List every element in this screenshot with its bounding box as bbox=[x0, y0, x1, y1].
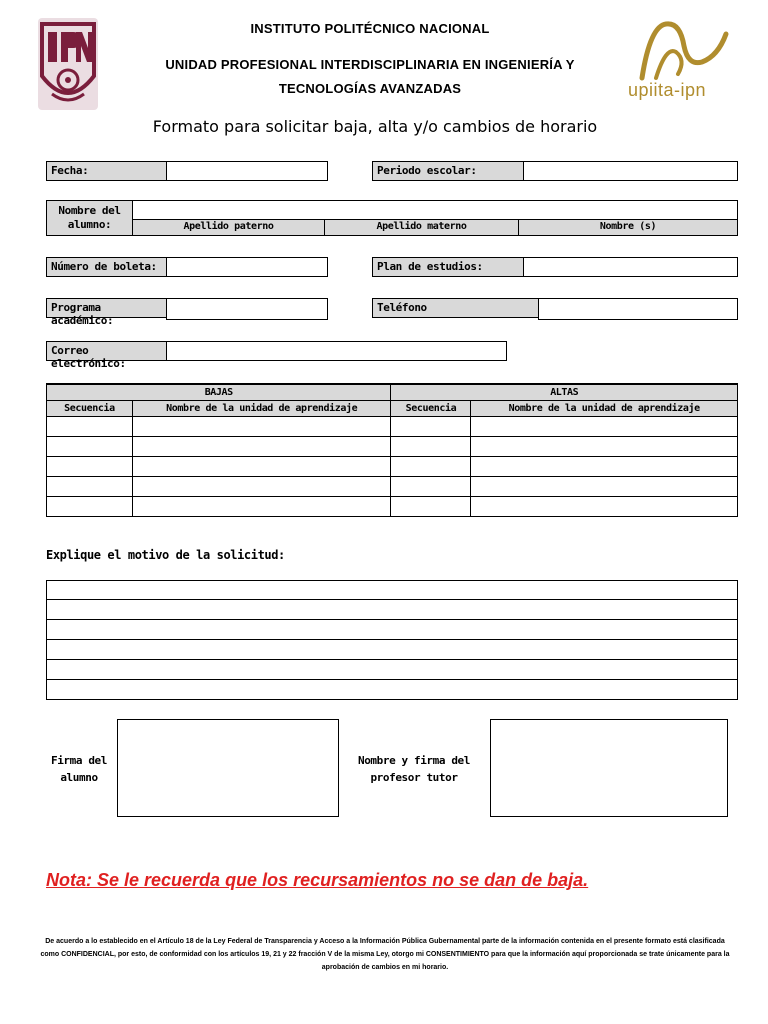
upiita-logo-text: upiita-ipn bbox=[628, 80, 707, 100]
periodo-field[interactable] bbox=[523, 161, 738, 181]
altas-header: ALTAS bbox=[391, 384, 738, 400]
motivo-line[interactable] bbox=[46, 680, 738, 700]
table-cell[interactable] bbox=[47, 476, 133, 496]
table-row bbox=[47, 436, 738, 456]
fecha-field[interactable] bbox=[166, 161, 328, 181]
motivo-line[interactable] bbox=[46, 620, 738, 640]
table-cell[interactable] bbox=[132, 436, 391, 456]
table-cell[interactable] bbox=[132, 476, 391, 496]
apellido-paterno-label: Apellido paterno bbox=[132, 219, 325, 236]
motivo-line[interactable] bbox=[46, 640, 738, 660]
periodo-label: Periodo escolar: bbox=[372, 161, 524, 181]
table-cell[interactable] bbox=[132, 496, 391, 516]
boleta-field[interactable] bbox=[166, 257, 328, 277]
table-cell[interactable] bbox=[47, 416, 133, 436]
table-row bbox=[47, 476, 738, 496]
table-cell[interactable] bbox=[391, 476, 471, 496]
table-row bbox=[47, 496, 738, 516]
nombre-alumno-label: Nombre del alumno: bbox=[46, 200, 133, 236]
table-cell[interactable] bbox=[471, 456, 738, 476]
firma-alumno-label: Firma del alumno bbox=[50, 754, 107, 784]
institution-name: INSTITUTO POLITÉCNICO NACIONAL bbox=[250, 21, 490, 36]
table-cell[interactable] bbox=[391, 496, 471, 516]
altas-secuencia-header: Secuencia bbox=[391, 400, 471, 416]
firma-alumno-box[interactable] bbox=[117, 719, 339, 817]
correo-field[interactable] bbox=[166, 341, 507, 361]
correo-label: Correo electrónico: bbox=[46, 341, 167, 361]
boleta-label: Número de boleta: bbox=[46, 257, 167, 277]
motivo-line[interactable] bbox=[46, 580, 738, 600]
table-cell[interactable] bbox=[471, 496, 738, 516]
table-cell[interactable] bbox=[391, 456, 471, 476]
nombres-label: Nombre (s) bbox=[518, 219, 738, 236]
motivo-label: Explique el motivo de la solicitud: bbox=[46, 548, 285, 562]
nombre-alumno-field[interactable] bbox=[132, 200, 738, 220]
table-row bbox=[47, 456, 738, 476]
motivo-line[interactable] bbox=[46, 660, 738, 680]
bajas-secuencia-header: Secuencia bbox=[47, 400, 133, 416]
telefono-label: Teléfono bbox=[372, 298, 539, 318]
apellido-materno-label: Apellido materno bbox=[324, 219, 519, 236]
bajas-header: BAJAS bbox=[47, 384, 391, 400]
programa-field[interactable] bbox=[166, 298, 328, 320]
table-cell[interactable] bbox=[391, 416, 471, 436]
fecha-label: Fecha: bbox=[46, 161, 167, 181]
firma-tutor-label: Nombre y firma del profesor tutor bbox=[357, 754, 470, 784]
plan-field[interactable] bbox=[523, 257, 738, 277]
table-cell[interactable] bbox=[47, 496, 133, 516]
programa-label: Programa académico: bbox=[46, 298, 167, 318]
table-cell[interactable] bbox=[471, 436, 738, 456]
bajas-unidad-header: Nombre de la unidad de aprendizaje bbox=[132, 400, 391, 416]
table-cell[interactable] bbox=[47, 436, 133, 456]
table-cell[interactable] bbox=[391, 436, 471, 456]
unit-name-line1: UNIDAD PROFESIONAL INTERDISCIPLINARIA EN INGENIERÍA Y bbox=[165, 57, 575, 72]
table-cell[interactable] bbox=[471, 476, 738, 496]
unit-name-line2: TECNOLOGÍAS AVANZADAS bbox=[278, 81, 462, 96]
courses-table bbox=[46, 383, 738, 517]
privacy-disclaimer: De acuerdo a lo establecido en el Artículo 18 de la Ley Federal de Transparencia y Acceso a la Información Pública Gubernamental parte de la información contenida en el presente formato está clasificada como CONFIDENCIAL, por esto, de conformidad con los artículos 19, 21 y 22 fracción V de la misma Ley, otorgo mi CONSENTIMIENTO para que la información aquí proporcionada se trate únicamente para la aprobación de cambios en mi horario. bbox=[40, 938, 730, 971]
motivo-lines bbox=[46, 580, 738, 700]
altas-unidad-header: Nombre de la unidad de aprendizaje bbox=[471, 400, 738, 416]
telefono-field[interactable] bbox=[538, 298, 738, 320]
ipn-logo bbox=[32, 14, 104, 114]
nota-warning: Nota: Se le recuerda que los recursamientos no se dan de baja. bbox=[46, 870, 589, 890]
table-row bbox=[47, 416, 738, 436]
firma-tutor-box[interactable] bbox=[490, 719, 728, 817]
plan-label: Plan de estudios: bbox=[372, 257, 524, 277]
form-title: Formato para solicitar baja, alta y/o cambios de horario bbox=[152, 117, 598, 136]
table-cell[interactable] bbox=[132, 456, 391, 476]
table-cell[interactable] bbox=[132, 416, 391, 436]
motivo-line[interactable] bbox=[46, 600, 738, 620]
table-cell[interactable] bbox=[47, 456, 133, 476]
table-cell[interactable] bbox=[471, 416, 738, 436]
